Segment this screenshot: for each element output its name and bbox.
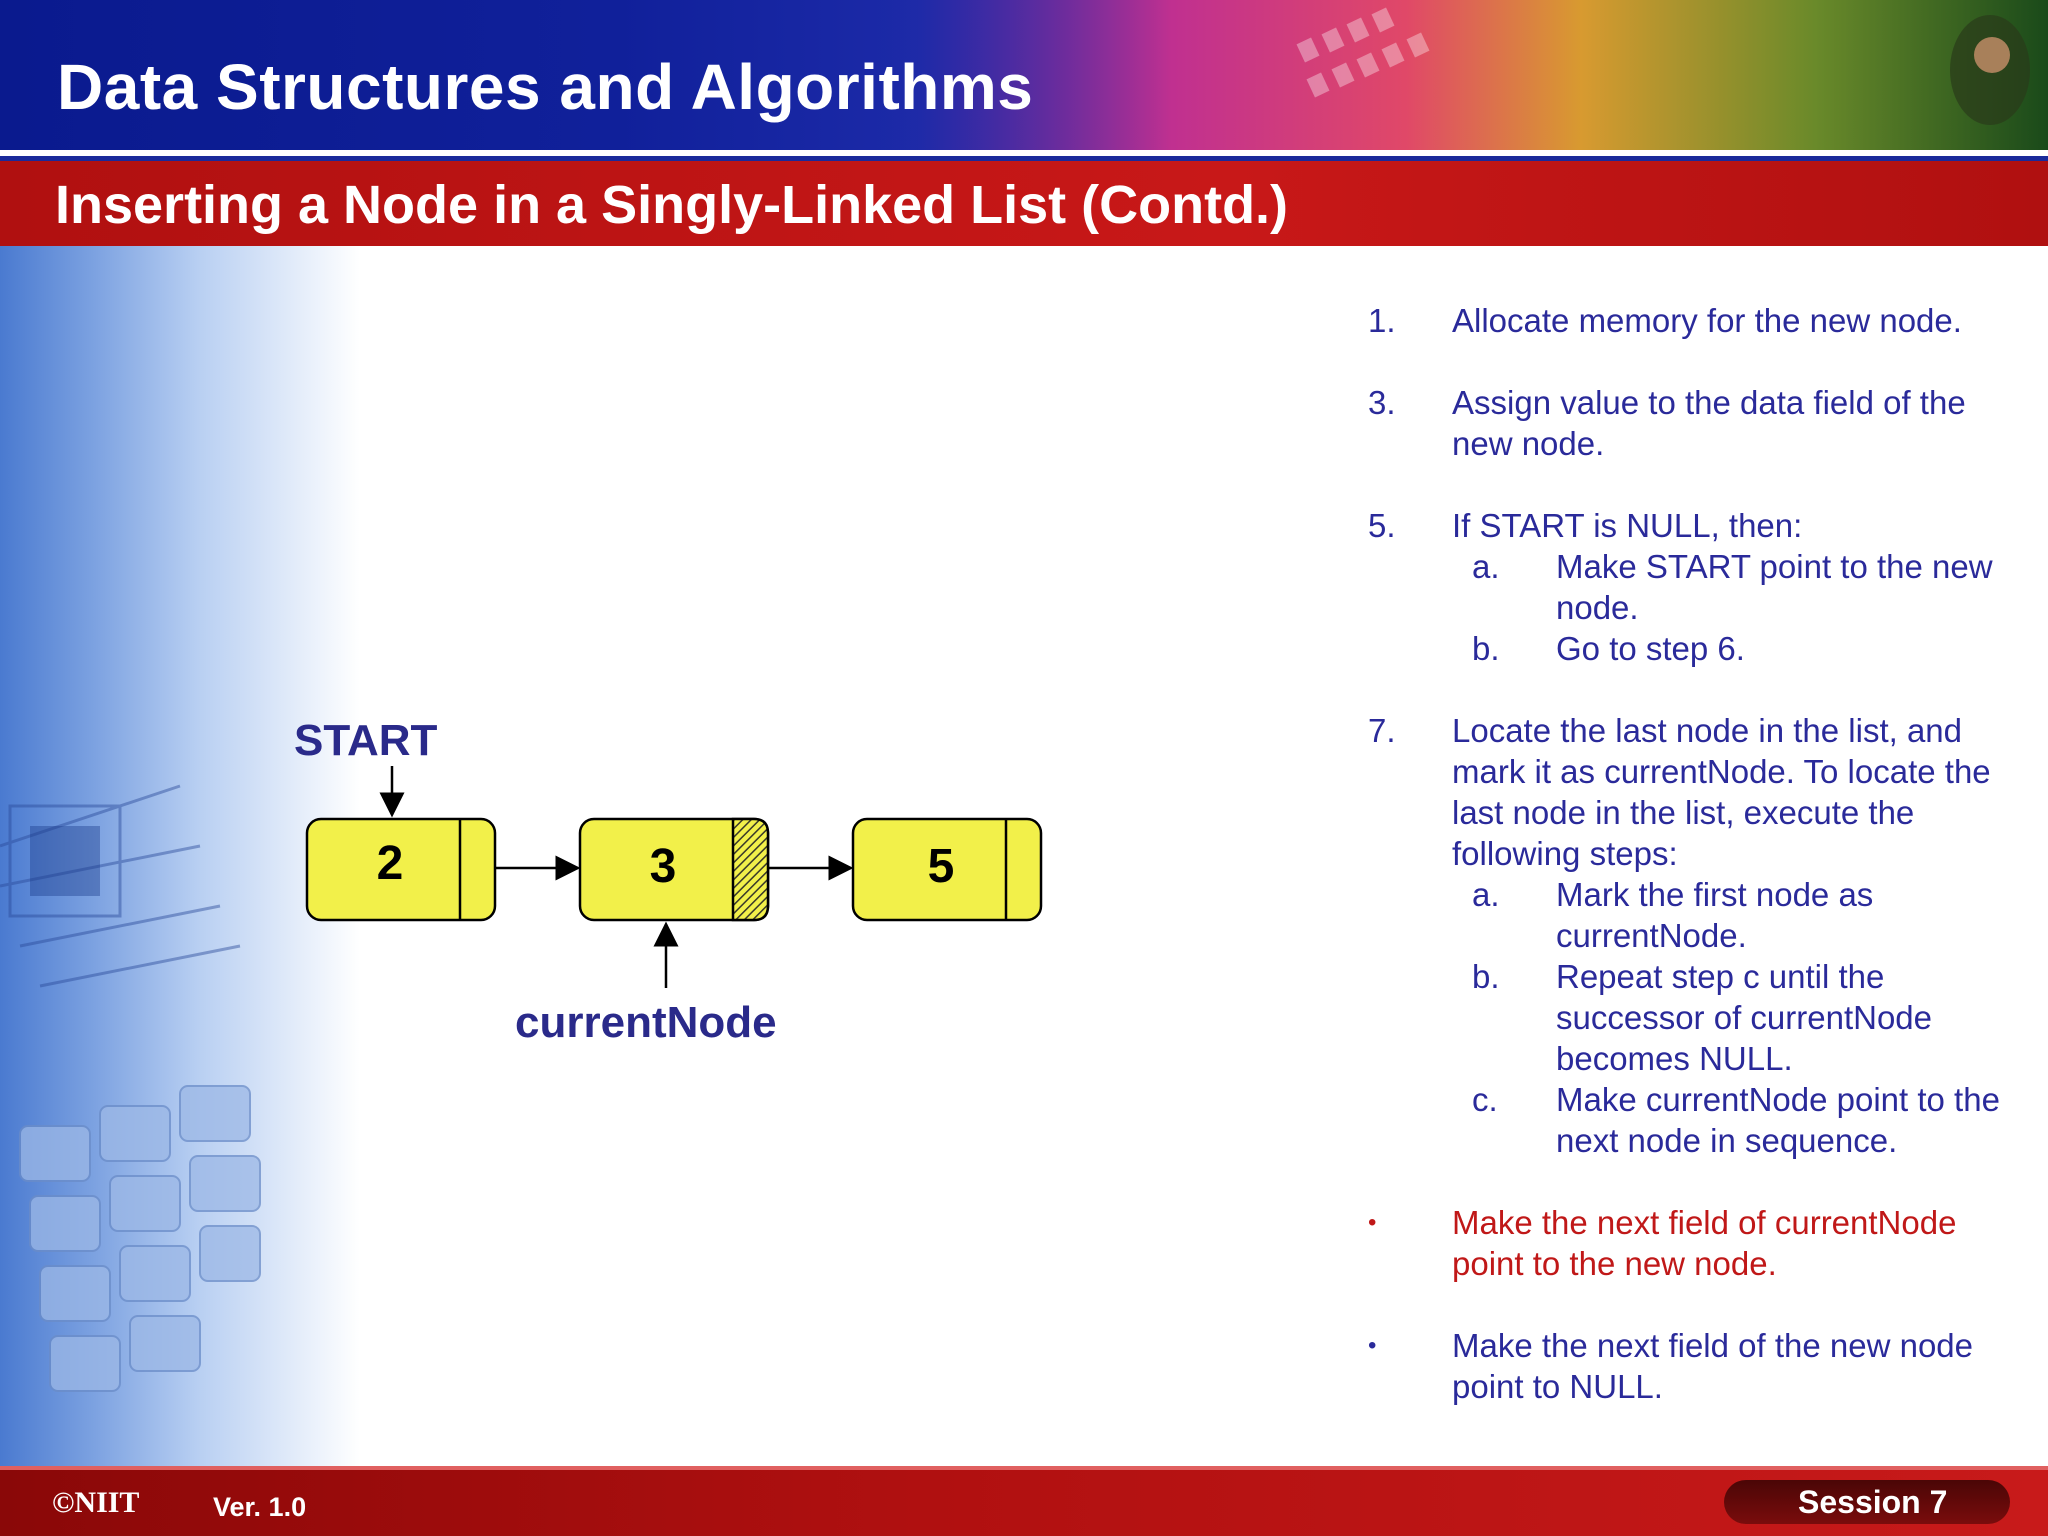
substep-letter: b.: [1472, 630, 1500, 667]
substep-text: Make currentNode point to the next node in sequence.: [1556, 1081, 2000, 1159]
header-banner: [0, 0, 2048, 150]
header-collage-image: [880, 0, 2048, 150]
current-node-label: currentNode: [515, 998, 777, 1047]
step-1: [1368, 300, 2008, 341]
substep-letter: c.: [1472, 1081, 1498, 1118]
slide-subtitle: Inserting a Node in a Singly-Linked List (Contd.): [55, 175, 1289, 235]
session-label: Session 7: [1798, 1484, 1948, 1520]
substep-7b: [1472, 956, 2008, 1079]
step-number: 1.: [1368, 302, 1396, 339]
substep-letter: a.: [1472, 876, 1500, 913]
node-1-value: 2: [376, 837, 404, 890]
substep-5b: [1472, 628, 2008, 669]
algorithm-steps: [1368, 300, 2008, 1448]
bullet-marker: •: [1368, 1332, 1377, 1359]
node-3-value: 5: [927, 840, 955, 893]
niit-logo: ©NIIT: [52, 1486, 140, 1519]
start-pointer-label: START: [294, 716, 438, 765]
bullet-text: Make the next field of the new node point to NULL.: [1452, 1327, 1974, 1405]
substep-letter: b.: [1472, 958, 1500, 995]
step-number: 5.: [1368, 507, 1396, 544]
substep-text: Repeat step c until the successor of currentNode becomes NULL.: [1556, 958, 1933, 1077]
step-5: [1368, 505, 2008, 669]
substep-text: Make START point to the new node.: [1556, 548, 1993, 626]
substep-text: Mark the first node as currentNode.: [1556, 876, 1874, 954]
footer-divider: [0, 1466, 2048, 1470]
step-7: [1368, 710, 2008, 1161]
step-number: 3.: [1368, 384, 1396, 421]
bullet-text: Make the next field of currentNode point to the new node.: [1452, 1204, 1957, 1282]
bullet-step-highlighted: [1368, 1202, 2008, 1284]
substep-letter: a.: [1472, 548, 1500, 585]
step-text: Allocate memory for the new node.: [1452, 302, 1962, 339]
substep-7c: [1472, 1079, 2008, 1161]
step-number: 7.: [1368, 712, 1396, 749]
node-2-value: 3: [649, 840, 677, 893]
page-title: Data Structures and Algorithms: [57, 51, 1034, 123]
bullet-marker: •: [1368, 1209, 1377, 1236]
substep-7a: [1472, 874, 2008, 956]
substep-text: Go to step 6.: [1556, 630, 1745, 667]
step-3: [1368, 382, 2008, 464]
step-text: Locate the last node in the list, and mark it as currentNode. To locate the last node in the list, execute the following steps:: [1452, 712, 1991, 872]
bullet-step: [1368, 1325, 2008, 1407]
step-text: Assign value to the data field of the new node.: [1452, 384, 1966, 462]
step-text: If START is NULL, then:: [1452, 507, 1803, 544]
version-label: Ver. 1.0: [213, 1492, 307, 1522]
substep-5a: [1472, 546, 2008, 628]
